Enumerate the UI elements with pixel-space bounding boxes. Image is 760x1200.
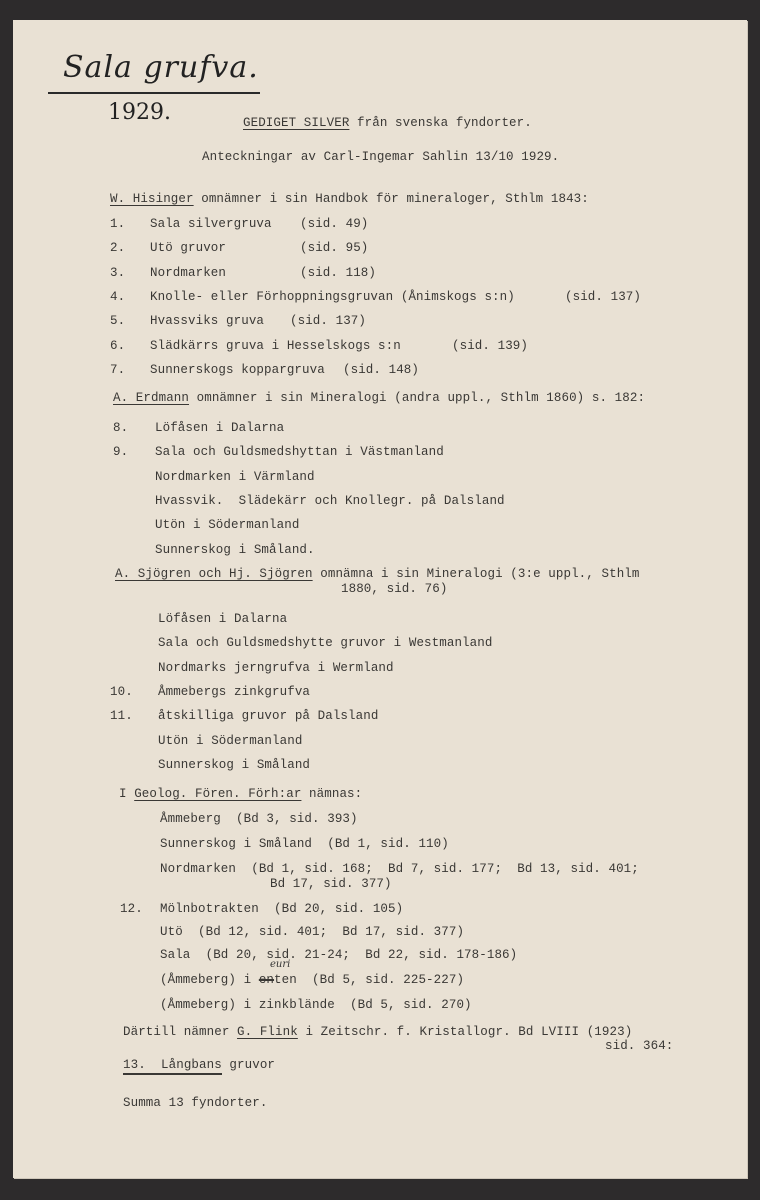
- item-name: Nordmarken: [150, 265, 227, 280]
- item-name: Sala silvergruva: [150, 217, 272, 231]
- erdmann-author: A. Erdmann: [113, 391, 190, 405]
- item-number: 11.: [110, 709, 133, 724]
- item-name: Utö gruvor: [150, 241, 227, 256]
- item-number: 9.: [113, 445, 129, 460]
- title-underlined: GEDIGET SILVER: [243, 116, 350, 130]
- item-name: åtskilliga gruvor på Dalsland: [158, 709, 379, 724]
- item-name: Sala och Guldsmedshyttan i Västmanland: [155, 445, 444, 460]
- item-number: 2.: [110, 241, 126, 256]
- item-number: 5.: [110, 314, 126, 329]
- item-reference: (sid. 139): [452, 338, 529, 353]
- erdmann-intro: [113, 391, 645, 405]
- item-name: Åmmeberg (Bd 3, sid. 393): [160, 812, 358, 826]
- item-name: Hvassvik. Slädekärr och Knollegr. på Dalsland: [155, 493, 505, 508]
- item-name: Utö (Bd 12, sid. 401; Bd 17, sid. 377): [160, 925, 465, 939]
- flink-author: G. Flink: [237, 1025, 298, 1039]
- item-name: Bd 17, sid. 377): [270, 877, 392, 891]
- geolog-intro: [119, 787, 362, 801]
- geolog-source: Geolog. Fören. Förh:ar: [134, 787, 302, 801]
- item-name: Åmmebergs zinkgrufva: [158, 684, 311, 699]
- item-name: Utön i Södermanland: [158, 733, 303, 748]
- item-name: Sunnerskogs koppargruva: [150, 362, 325, 377]
- item-reference: (sid. 118): [300, 265, 377, 280]
- item-13: [123, 1058, 275, 1072]
- item-name: Löfåsen i Dalarna: [158, 612, 288, 626]
- item-name: Långbans gruvor: [161, 1058, 276, 1072]
- flink-intro: [123, 1025, 632, 1039]
- item-name: Sunnerskog i Småland.: [155, 542, 315, 557]
- item-reference: (sid. 49): [300, 217, 369, 231]
- item-13-underline: [123, 1073, 222, 1075]
- handwritten-insertion: euri: [270, 959, 291, 970]
- flink-cont: sid. 364:: [605, 1039, 674, 1053]
- item-number: 13.: [123, 1058, 146, 1072]
- item-number: 8.: [113, 421, 129, 435]
- item-number: 6.: [110, 338, 126, 353]
- item-name: Knolle- eller Förhoppningsgruvan (Ånimskogs s:n): [150, 289, 515, 304]
- document-subtitle: Anteckningar av Carl-Ingemar Sahlin 13/10 1929.: [202, 150, 560, 164]
- hisinger-author: W. Hisinger: [110, 192, 194, 206]
- geolog-intro-text: nämnas:: [301, 787, 363, 801]
- item-name: Sunnerskog i Småland: [158, 757, 311, 772]
- handwritten-year: 1929.: [108, 100, 171, 125]
- item-reference: (sid. 137): [565, 289, 642, 304]
- item-number: 12.: [120, 902, 143, 916]
- item-name: Nordmarken i Värmland: [155, 469, 315, 484]
- sjogren-intro-cont: 1880, sid. 76): [341, 582, 448, 596]
- item-name: Slädkärrs gruva i Hesselskogs s:n: [150, 338, 401, 353]
- handwritten-title: Sala grufva.: [63, 50, 259, 85]
- sjogren-author: A. Sjögren och Hj. Sjögren: [115, 567, 313, 581]
- correction-line: [160, 973, 464, 987]
- item-number: 3.: [110, 265, 126, 280]
- correction-before: (Åmmeberg) i: [160, 973, 259, 987]
- geolog-prefix: I: [119, 787, 135, 801]
- item-name: Sala och Guldsmedshytte gruvor i Westmanland: [158, 636, 493, 651]
- item-name: Nordmarks jerngrufva i Wermland: [158, 660, 394, 675]
- item-name: Löfåsen i Dalarna: [155, 421, 285, 435]
- correction-after: ten (Bd 5, sid. 225-227): [274, 973, 465, 987]
- item-name: Sunnerskog i Småland (Bd 1, sid. 110): [160, 837, 449, 851]
- item-number: 1.: [110, 217, 126, 231]
- item-number: 4.: [110, 289, 126, 304]
- summary: Summa 13 fyndorter.: [123, 1096, 268, 1110]
- hisinger-intro: [110, 192, 589, 206]
- item-reference: (sid. 95): [300, 241, 369, 256]
- item-name: Sala (Bd 20, sid. 21-24; Bd 22, sid. 178-186): [160, 948, 518, 962]
- struck-text: en: [258, 973, 275, 987]
- document-title: [243, 116, 532, 130]
- item-reference: (sid. 148): [343, 362, 420, 377]
- handwritten-underline: [48, 92, 260, 94]
- item-number: 10.: [110, 684, 133, 699]
- item-reference: (sid. 137): [290, 314, 367, 329]
- erdmann-intro-text: omnämner i sin Mineralogi (andra uppl., Sthlm 1860) s. 182:: [189, 391, 646, 405]
- item-name: Mölnbotrakten (Bd 20, sid. 105): [160, 902, 404, 916]
- item-name: Nordmarken (Bd 1, sid. 168; Bd 7, sid. 177; Bd 13, sid. 401;: [160, 862, 639, 876]
- flink-rest: i Zeitschr. f. Kristallogr. Bd LVIII (1923): [297, 1025, 633, 1039]
- item-name: Hvassviks gruva: [150, 314, 265, 329]
- title-rest: från svenska fyndorter.: [349, 116, 532, 130]
- flink-prefix: Därtill nämner: [123, 1025, 238, 1039]
- item-number: 7.: [110, 362, 126, 377]
- hisinger-intro-text: omnämner i sin Handbok för mineraloger, Sthlm 1843:: [193, 192, 589, 206]
- geolog-last-item: (Åmmeberg) i zinkblände (Bd 5, sid. 270): [160, 998, 472, 1012]
- sjogren-intro: [115, 567, 640, 581]
- item-name: Utön i Södermanland: [155, 518, 300, 533]
- sjogren-intro-text: omnämna i sin Mineralogi (3:e uppl., Sthlm: [312, 567, 640, 581]
